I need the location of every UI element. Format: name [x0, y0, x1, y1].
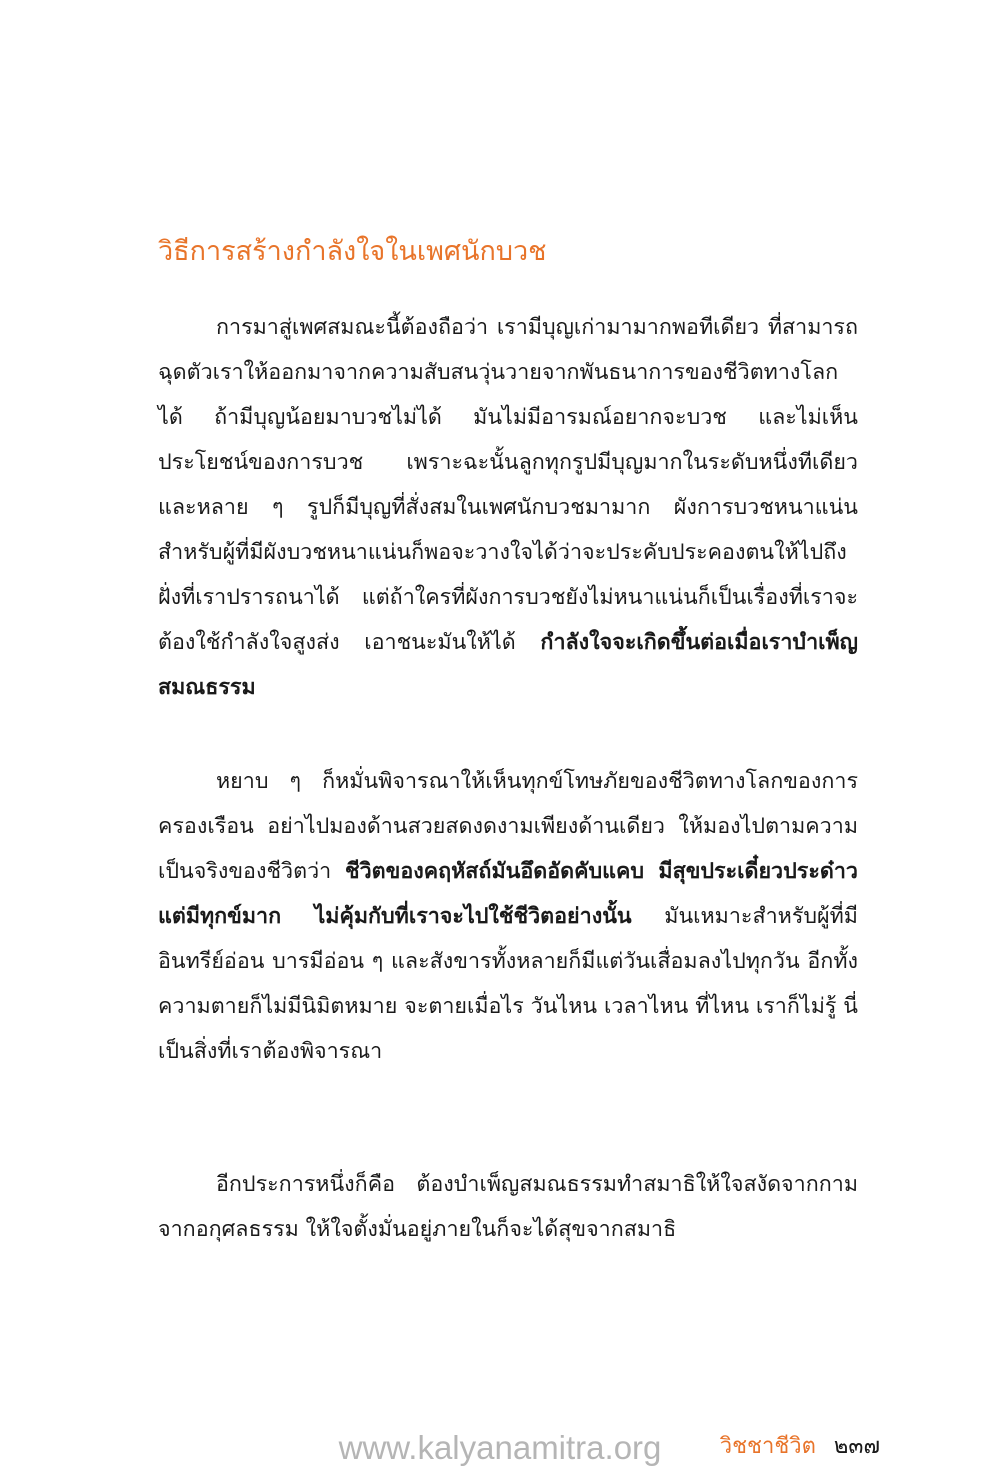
- paragraph-1-text: การมาสู่เพศสมณะนี้ต้องถือว่า เรามีบุญเก่ามามากพอทีเดียว ที่สามารถฉุดตัวเราให้ออกมาจากความสับสนวุ่นวายจากพันธนาการของชีวิตทางโลกได้ ถ้ามีบุญน้อยมาบวชไม่ได้ มันไม่มีอารมณ์อยากจะบวช และไม่เห็นประโยชน์ของการบวช เพราะฉะนั้นลูกทุกรูปมีบุญมากในระดับหนึ่งทีเดียว และหลาย ๆ รูปก็มีบุญที่สั่งสมในเพศนักบวชมามาก ผังการบวชหนาแน่น สำหรับผู้ที่มีผังบวชหนาแน่นก็พอจะวางใจได้ว่าจะประคับประคองตนให้ไปถึงฝั่งที่เราปรารถนาได้ แต่ถ้าใครที่ผังการบวชยังไม่หนาแน่นก็เป็นเรื่องที่เราจะต้องใช้กำลังใจสูงส่ง เอาชนะมันให้ได้: [158, 315, 858, 655]
- paragraph-1-bold: กำลังใจจะเกิดขึ้นต่อเมื่อเราบำเพ็ญสมณธรรม: [158, 630, 858, 700]
- paragraph-2: [158, 759, 858, 1074]
- paragraph-1: [158, 305, 858, 710]
- paragraph-2-text-start: หยาบ ๆ ก็หมั่นพิจารณาให้เห็นทุกข์โทษภัยของชีวิตทางโลกของการครองเรือน อย่าไปมองด้านสวยสดงดงามเพียงด้านเดียว ให้มองไปตามความเป็นจริงของชีวิตว่า: [158, 769, 858, 884]
- watermark-url: www.kalyanamitra.org: [338, 1429, 662, 1466]
- section-heading: วิธีการสร้างกำลังใจในเพศนักบวช: [158, 236, 547, 267]
- page-number: ๒๓๗: [833, 1434, 880, 1459]
- paragraph-3-text: อีกประการหนึ่งก็คือ ต้องบำเพ็ญสมณธรรมทำสมาธิให้ใจสงัดจากกาม จากอกุศลธรรม ให้ใจตั้งมั่นอยู่ภายในก็จะได้สุขจากสมาธิ: [158, 1172, 858, 1242]
- paragraph-2-bold: ชีวิตของคฤหัสถ์มันอึดอัดคับแคบ มีสุขประเดี๋ยวประด๋าว แต่มีทุกข์มาก ไม่คุ้มกับที่เราจะไปใช้ชีวิตอย่างนั้น: [158, 859, 858, 929]
- paragraph-3: [158, 1162, 858, 1252]
- book-title: วิชชาชีวิต: [719, 1434, 816, 1459]
- paragraph-2-text-end: มันเหมาะสำหรับผู้ที่มีอินทรีย์อ่อน บารมีอ่อน ๆ และสังขารทั้งหลายก็มีแต่วันเสื่อมลงไปทุกวัน อีกทั้งความตายก็ไม่มีนิมิตหมาย จะตายเมื่อไร วันไหน เวลาไหน ที่ไหน เราก็ไม่รู้ นี่เป็นสิ่งที่เราต้องพิจารณา: [158, 904, 858, 1064]
